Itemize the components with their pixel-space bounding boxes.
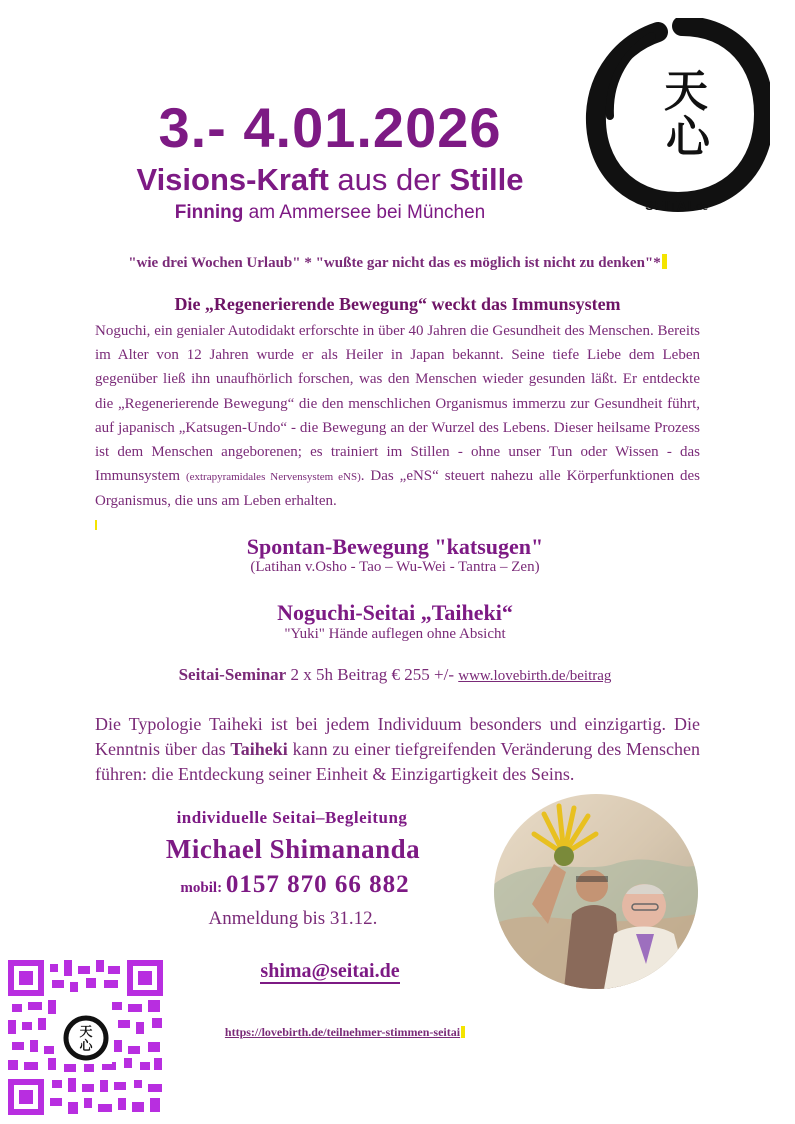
seminar-price: 2 x 5h Beitrag € 255 +/-	[286, 665, 459, 684]
location-town: Finning	[174, 202, 244, 223]
typology-part-1: Die Typologie Taiheki ist bei jedem Individuum besonders und einzigartig. Die Kenntnis über das	[95, 714, 700, 759]
noguchi-subtitle: "Yuki" Hände auflegen ohne Absicht	[284, 626, 506, 642]
seminar-info	[95, 665, 695, 685]
qr-code-icon	[8, 960, 163, 1115]
event-date: 3.- 4.01.2026	[158, 96, 502, 159]
beitrag-link[interactable]: www.lovebirth.de/beitrag	[458, 668, 612, 684]
kanji-heart: 心	[666, 112, 710, 163]
qr-logo-kanji-top: 天	[79, 1025, 93, 1040]
testimonials-url[interactable]: https://lovebirth.de/teilnehmer-stimmen-seitai	[224, 1025, 461, 1039]
spontan-title: Spontan-Bewegung "katsugen"	[246, 534, 544, 559]
logo-brand: SEITAI	[645, 198, 692, 213]
qr-code[interactable]	[8, 960, 163, 1115]
mobile-label: mobil:	[180, 880, 226, 896]
seminar-label: Seitai-Seminar	[178, 665, 287, 684]
mobile-number[interactable]: 0157 870 66 882	[225, 871, 410, 898]
highlight-marker	[95, 520, 97, 530]
body-text-1: Noguchi, ein genialer Autodidakt erforschte in über 40 Jahren die Gesundheit des Menschen. Bereits im Alter von 12 Jahren wurde er als Heiler in Japan bekannt. Seine tiefe Liebe dem Leben gegenüber ließ ihn unaufhörlich forschen, was den Menschen wieder gesunden läßt. Er entdeckte die „Regenerierende Bewegung“ die den menschlichen Organismus immerzu zur Gesundheit führt, auf japanisch „Katsugen-Undo“ - die Bewegung an der Wurzel des Lebens. Dieser heilsame Prozess ist dem Menschen angeborenen; es trainiert im Stillen - ohne unser Tun oder Wissen - das Immunsystem	[95, 323, 700, 485]
registration-deadline: Anmeldung bis 31.12.	[208, 908, 378, 929]
highlight-marker	[461, 1026, 465, 1038]
qr-logo-kanji-bottom: 心	[79, 1039, 93, 1054]
contact-name: Michael Shimananda	[165, 834, 421, 864]
title-middle: aus der	[328, 162, 450, 197]
testimonials-link[interactable]	[200, 1025, 490, 1040]
contact-mobile	[150, 871, 440, 899]
seitai-logo	[582, 18, 770, 218]
section-body	[95, 319, 700, 514]
contact-email[interactable]	[240, 960, 420, 983]
body-text-small: (extrapyramidales Nervensystem eNS)	[185, 471, 361, 484]
typology-text	[95, 712, 700, 787]
testimonial-quote	[95, 254, 700, 272]
email-link[interactable]: shima@seitai.de	[260, 960, 400, 982]
event-location	[95, 202, 565, 224]
spontan-subtitle: (Latihan v.Osho - Tao – Wu-Wei - Tantra – Zen)	[250, 559, 540, 575]
portrait-image	[494, 794, 698, 989]
location-detail: am Ammersee bei München	[243, 202, 486, 223]
title-bold-stille: Stille	[449, 162, 524, 197]
body-text-2: . Das „eNS“ steuert nahezu alle Körperfunktionen des Organismus, die uns am Leben erhalten.	[95, 468, 701, 510]
logo-brand-suffix: .de	[693, 201, 709, 213]
portrait-photo	[494, 794, 698, 989]
section-title: Die „Regenerierende Bewegung“ weckt das Immunsystem	[174, 294, 621, 314]
enso-circle-icon	[582, 18, 770, 218]
typology-part-2: kann zu einer tiefgreifenden Veränderung des Menschen führen: die Entdeckung seiner Einheit & Einzigartigkeit des Seins.	[95, 739, 700, 784]
noguchi-title: Noguchi-Seitai „Taiheki“	[277, 600, 513, 625]
typology-bold: Taiheki	[230, 739, 288, 759]
quote-text: "wie drei Wochen Urlaub" * "wußte gar nicht das es möglich ist nicht zu denken"*	[128, 255, 661, 271]
event-title	[95, 162, 565, 198]
title-bold-visions: Visions-Kraft	[136, 162, 329, 197]
individual-guidance: individuelle Seitai–Begleitung	[176, 808, 408, 827]
highlight-marker	[662, 254, 667, 269]
kanji-heaven: 天	[664, 66, 708, 117]
